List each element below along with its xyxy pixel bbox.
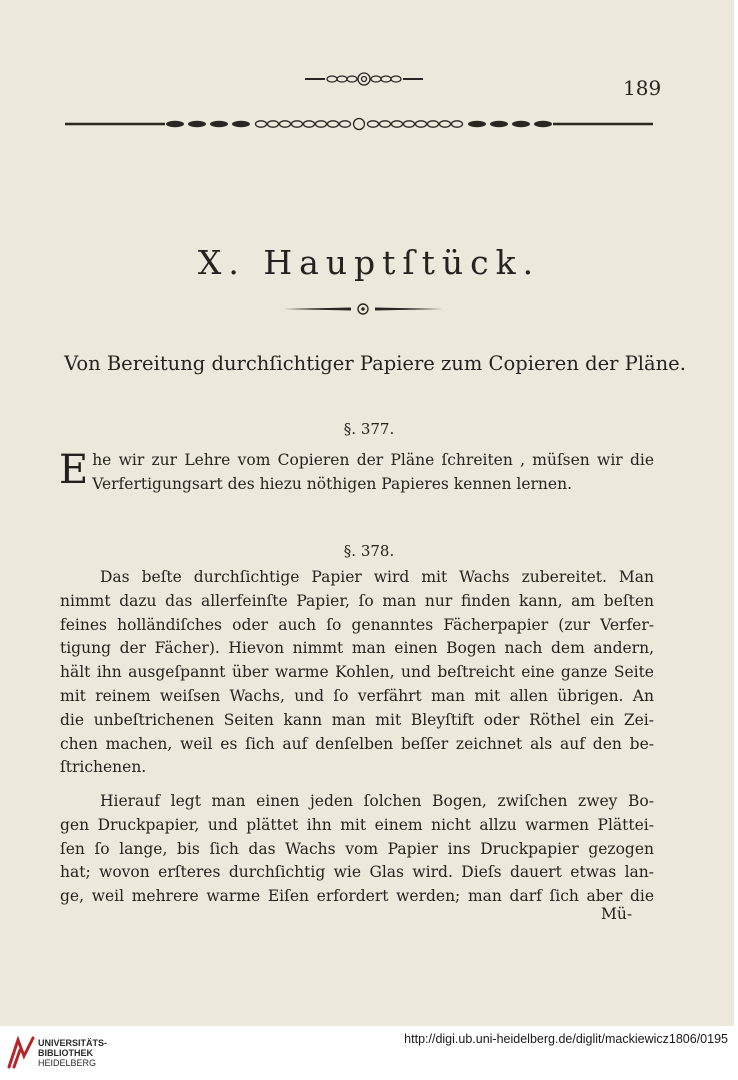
top-ornament [305,71,423,87]
drop-cap: E [59,447,89,493]
page-number: 189 [623,76,662,100]
title-ornament [283,303,443,315]
page-edge [734,0,738,1026]
chapter-subtitle: Von Bereitung durchſichtiger Papiere zum Copieren der Pläne. [64,352,686,375]
library-logo-icon[interactable] [6,1034,36,1070]
text-line: die unbeſtrichenen Seiten kann man mit Bleyſtift oder Röthel ein Zei- [60,710,654,729]
text-line: tigung der Fächer). Hievon nimmt man einen Bogen nach dem andern, [60,639,654,658]
paragraph-2 [60,566,654,780]
text-line: mit reinem weiſsen Wachs, und ſo verfährt man mit allen übrigen. An [60,686,654,705]
text-line: chen machen, weil es ſich auf denſelben beſſer zeichnet als auf den be- [60,734,654,753]
paragraph-3 [60,790,654,909]
text-line: ge, weil mehrere warme Eiſen erfordert werden; man darf ſich aber die [60,887,654,906]
text-line: hält ihn ausgeſpannt über warme Kohlen, und beſtreicht eine ganze Seite [60,663,654,682]
section-378-heading: §. 378. [343,542,395,560]
source-url-link[interactable]: http://digi.ub.uni-heidelberg.de/diglit/mackiewicz1806/0195 [404,1032,728,1046]
header-rule-ornament [65,117,653,131]
chapter-title: X. Hauptſtück. [197,243,541,282]
paragraph-1 [60,449,654,497]
library-name-line: HEIDELBERG [38,1058,97,1068]
library-name-line: BIBLIOTHEK [38,1048,93,1058]
library-footer [0,1026,738,1080]
library-name [38,1038,107,1068]
text-line: hat; wovon erſteres durchſichtig wie Glas wird. Dieſs dauert etwas lan- [60,863,654,882]
text-line: gen Druckpapier, und plättet ihn mit einem nicht allzu warmen Plättei- [60,815,654,834]
catchword: Mü- [601,905,633,923]
text-line: Hierauf legt man einen jeden ſolchen Bogen, zwiſchen zwey Bo- [100,792,654,810]
text-line: nimmt dazu das allerfeinſte Papier, ſo man nur finden kann, am beſten [60,591,654,610]
text-line: ſtrichenen. [60,758,147,777]
text-line: feines holländiſches oder auch ſo genanntes Fächerpapier (zur Verfer- [60,615,654,634]
library-name-line: UNIVERSITÄTS- [38,1038,108,1048]
text-line: Das beſte durchſichtige Papier wird mit Wachs zubereitet. Man [100,568,654,586]
text-line: he wir zur Lehre vom Copieren der Pläne ſchreiten , müſsen wir die [92,451,654,469]
text-line: Verfertigungsart des hiezu nöthigen Papieres kennen lernen. [92,474,572,493]
text-line: ſen ſo lange, bis ſich das Wachs vom Papier ins Druckpapier gezogen [60,839,654,858]
section-377-heading: §. 377. [343,420,395,438]
